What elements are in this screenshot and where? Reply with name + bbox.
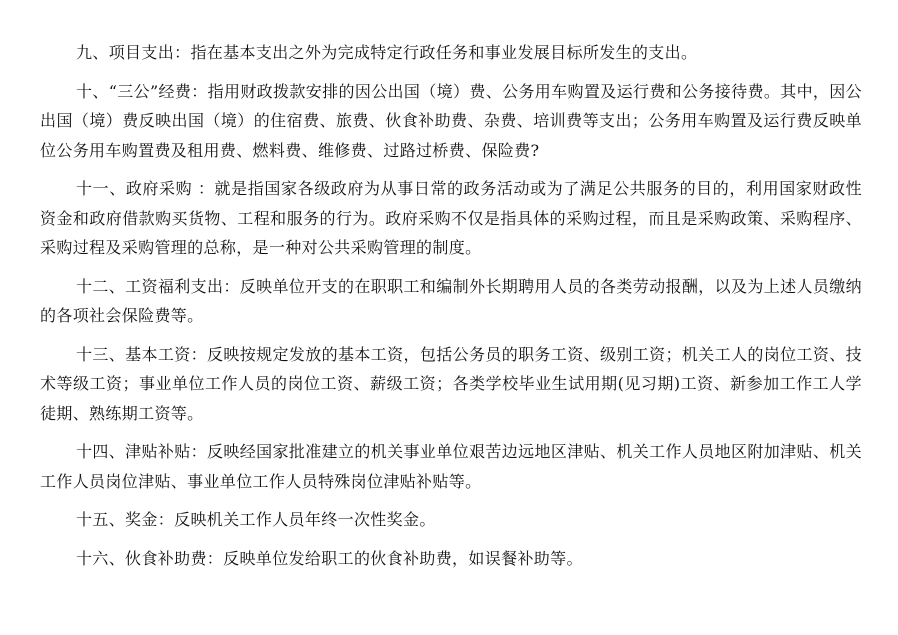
document-page bbox=[40, 38, 862, 582]
paragraph-government-procurement: 十一、政府采购 ：就是指国家各级政府为从事日常的政务活动或为了满足公共服务的目的，利用国家财政性资金和政府借款购买货物、工程和服务的行为。政府采购不仅是指具体的采购过程，而且是采购政策、采购程序、采购过程及采购管理的总称，是一种对公共采购管理的制度。 bbox=[40, 179, 862, 257]
paragraph-salary-welfare: 十二、工资福利支出：反映单位开支的在职职工和编制外长期聘用人员的各类劳动报酬，以及为上述人员缴纳的各项社会保险费等。 bbox=[40, 276, 862, 325]
paragraph-three-public-expenses: 十、“三公”经费：指用财政拨款安排的因公出国（境）费、公务用车购置及运行费和公务接待费。其中，因公出国（境）费反映出国（境）的住宿费、旅费、伙食补助费、杂费、培训费等支出；公务用车购置及运行费反映单位公务用车购置费及租用费、燃料费、维修费、过路过桥费、保险费? bbox=[40, 81, 862, 160]
paragraph-bonus: 十五、奖金：反映机关工作人员年终一次性奖金。 bbox=[76, 510, 436, 529]
paragraph-basic-salary: 十三、基本工资：反映按规定发放的基本工资，包括公务员的职务工资、级别工资；机关工人的岗位工资、技术等级工资；事业单位工作人员的岗位工资、薪级工资；各类学校毕业生试用期(见习期)工资、新参加工作工人学徒期、熟练期工资等。 bbox=[40, 344, 862, 423]
paragraph-project-expenditure: 九、项目支出：指在基本支出之外为完成特定行政任务和事业发展目标所发生的支出。 bbox=[76, 43, 698, 62]
paragraph-allowances: 十四、津贴补贴：反映经国家批准建立的机关事业单位艰苦边远地区津贴、机关工作人员地区附加津贴、机关工作人员岗位津贴、事业单位工作人员特殊岗位津贴补贴等。 bbox=[40, 442, 862, 491]
paragraph-meal-subsidy: 十六、伙食补助费：反映单位发给职工的伙食补助费，如误餐补助等。 bbox=[76, 548, 583, 568]
